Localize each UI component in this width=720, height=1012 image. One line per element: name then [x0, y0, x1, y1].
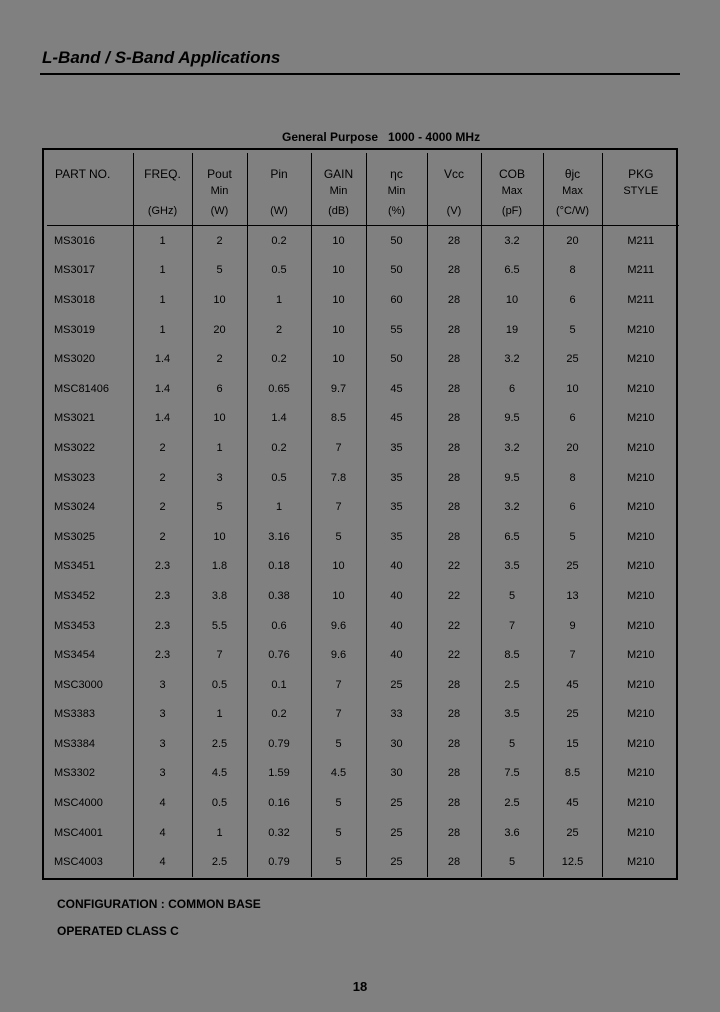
- part-number-cell: MSC4001: [47, 818, 133, 848]
- table-cell: 5.5: [192, 611, 247, 641]
- table-row: [47, 256, 679, 286]
- table-cell: 40: [366, 581, 427, 611]
- table-cell: 2: [133, 522, 192, 552]
- table-cell: M210: [626, 353, 655, 366]
- part-number-cell: MS3454: [47, 640, 133, 670]
- part-number-cell: MS3018: [47, 285, 133, 315]
- operated-note: OPERATED CLASS C: [57, 924, 179, 938]
- table-cell: 1.4: [133, 374, 192, 404]
- part-number-cell: MS3021: [47, 404, 133, 434]
- column-header: [427, 153, 481, 226]
- column-header-l1: ηc: [390, 167, 403, 181]
- table-cell: 28: [427, 818, 481, 848]
- table-header-row: [47, 153, 679, 226]
- spec-table: [47, 153, 679, 877]
- part-number-cell: MS3025: [47, 522, 133, 552]
- table-row: [47, 640, 679, 670]
- table-cell: 40: [366, 552, 427, 582]
- table-cell: 1.8: [192, 552, 247, 582]
- table-cell: 2.3: [133, 611, 192, 641]
- column-header: [602, 153, 679, 226]
- table-cell: 22: [427, 552, 481, 582]
- table-cell: 1.4: [247, 404, 311, 434]
- table-cell: 9.5: [481, 404, 543, 434]
- table-cell: 25: [366, 788, 427, 818]
- column-header: [47, 153, 133, 226]
- table-cell: 35: [366, 492, 427, 522]
- table-cell: 2.3: [133, 640, 192, 670]
- table-cell: 0.2: [247, 433, 311, 463]
- part-number-cell: MS3302: [47, 759, 133, 789]
- table-cell: 28: [427, 374, 481, 404]
- table-cell: M210: [626, 323, 655, 336]
- configuration-note: CONFIGURATION : COMMON BASE: [57, 897, 261, 911]
- table-cell: 7: [192, 640, 247, 670]
- column-header: [247, 153, 311, 226]
- table-cell: 8: [543, 463, 602, 493]
- part-number-cell: MSC3000: [47, 670, 133, 700]
- column-header-l3: (W): [210, 205, 229, 217]
- table-cell: 7.8: [311, 463, 366, 493]
- table-cell: 60: [366, 285, 427, 315]
- table-cell: 1: [133, 315, 192, 345]
- table-cell: 3.2: [481, 492, 543, 522]
- table-cell: 35: [366, 433, 427, 463]
- table-cell: 5: [543, 315, 602, 345]
- table-cell: 6: [543, 285, 602, 315]
- table-cell: M210: [626, 530, 655, 543]
- table-cell: 10: [192, 404, 247, 434]
- table-cell: 8.5: [311, 404, 366, 434]
- table-cell: 19: [481, 315, 543, 345]
- table-cell: 0.38: [247, 581, 311, 611]
- table-cell: 28: [427, 404, 481, 434]
- table-cell: 35: [366, 522, 427, 552]
- table-row: [47, 226, 679, 256]
- table-cell: 5: [481, 729, 543, 759]
- part-number-cell: MS3019: [47, 315, 133, 345]
- table-cell: 25: [366, 847, 427, 877]
- column-header-l2: STYLE: [623, 185, 659, 197]
- table-cell: 1: [133, 285, 192, 315]
- table-cell: 4: [133, 788, 192, 818]
- column-header-l3: (GHz): [147, 205, 178, 217]
- part-number-cell: MS3451: [47, 552, 133, 582]
- table-cell: 45: [366, 404, 427, 434]
- column-header-l1: Vcc: [443, 167, 464, 181]
- table-cell: 3.5: [481, 552, 543, 582]
- table-cell: 22: [427, 640, 481, 670]
- table-cell: 28: [427, 256, 481, 286]
- table-cell: 50: [366, 344, 427, 374]
- table-cell: 10: [311, 552, 366, 582]
- table-cell: 3: [133, 729, 192, 759]
- table-cell: 12.5: [543, 847, 602, 877]
- title-rule: [40, 73, 680, 75]
- table-cell: M211: [627, 234, 655, 247]
- table-cell: 7: [311, 670, 366, 700]
- table-cell: 0.2: [247, 226, 311, 256]
- table-cell: 28: [427, 463, 481, 493]
- table-row: [47, 492, 679, 522]
- table-cell: 9.5: [481, 463, 543, 493]
- column-header-l1: GAIN: [323, 167, 354, 181]
- table-cell: 7.5: [481, 759, 543, 789]
- table-cell: 0.76: [247, 640, 311, 670]
- table-cell: 0.5: [192, 670, 247, 700]
- table-row: [47, 788, 679, 818]
- table-cell: 9.6: [311, 611, 366, 641]
- table-cell: 7: [481, 611, 543, 641]
- table-cell: 6: [192, 374, 247, 404]
- table-cell: 13: [543, 581, 602, 611]
- table-cell: M210: [626, 441, 655, 454]
- table-cell: 25: [543, 700, 602, 730]
- column-header-l3: (pF): [501, 205, 523, 217]
- table-cell: 1: [192, 433, 247, 463]
- table-cell: 4.5: [311, 759, 366, 789]
- table-cell: 3: [133, 759, 192, 789]
- table-cell: 0.6: [247, 611, 311, 641]
- column-header: [192, 153, 247, 226]
- table-cell: 25: [543, 344, 602, 374]
- table-row: [47, 344, 679, 374]
- table-row: [47, 611, 679, 641]
- table-cell: 10: [543, 374, 602, 404]
- table-cell: M210: [626, 678, 655, 691]
- column-header-l1: Pout: [207, 167, 232, 181]
- page-title: L-Band / S-Band Applications: [42, 48, 281, 67]
- table-cell: 10: [311, 285, 366, 315]
- table-cell: 1.4: [133, 404, 192, 434]
- table-row: [47, 729, 679, 759]
- table-cell: 45: [543, 670, 602, 700]
- table-cell: 0.5: [192, 788, 247, 818]
- table-cell: 3.6: [481, 818, 543, 848]
- table-cell: 40: [366, 611, 427, 641]
- table-cell: 28: [427, 522, 481, 552]
- table-cell: 5: [311, 818, 366, 848]
- table-cell: M210: [626, 767, 655, 780]
- part-number-cell: MSC4003: [47, 847, 133, 877]
- table-cell: 5: [481, 847, 543, 877]
- table-cell: 6: [543, 404, 602, 434]
- column-header-l2: Max: [562, 185, 583, 197]
- column-header: [311, 153, 366, 226]
- table-cell: 4.5: [192, 759, 247, 789]
- table-cell: 3.5: [481, 700, 543, 730]
- table-cell: 0.2: [247, 700, 311, 730]
- table-row: [47, 285, 679, 315]
- table-cell: 10: [481, 285, 543, 315]
- table-cell: 2: [133, 433, 192, 463]
- table-row: [47, 581, 679, 611]
- column-header-l1: PKG: [628, 167, 654, 181]
- table-cell: 3: [133, 670, 192, 700]
- table-cell: 5: [311, 729, 366, 759]
- column-header-l2: Max: [501, 185, 523, 197]
- table-cell: 3.8: [192, 581, 247, 611]
- column-header-l2: [134, 186, 192, 206]
- table-cell: 1: [247, 285, 311, 315]
- table-row: [47, 463, 679, 493]
- table-cell: 1: [133, 256, 192, 286]
- table-cell: 0.65: [247, 374, 311, 404]
- table-cell: 20: [543, 433, 602, 463]
- table-cell: 4: [133, 847, 192, 877]
- column-header-l1: PART NO.: [55, 167, 111, 181]
- part-number-cell: MS3017: [47, 256, 133, 286]
- table-cell: 2: [133, 463, 192, 493]
- table-cell: 28: [427, 226, 481, 256]
- table-cell: 20: [192, 315, 247, 345]
- table-cell: 25: [543, 552, 602, 582]
- column-header-l3: [603, 206, 680, 222]
- table-cell: M210: [626, 412, 655, 425]
- table-cell: 2: [247, 315, 311, 345]
- part-number-cell: MS3022: [47, 433, 133, 463]
- table-cell: 50: [366, 226, 427, 256]
- table-cell: 2.5: [481, 788, 543, 818]
- table-caption: General Purpose 1000 - 4000 MHz: [282, 130, 481, 144]
- table-cell: 5: [543, 522, 602, 552]
- table-cell: 2.3: [133, 581, 192, 611]
- table-cell: M210: [626, 826, 655, 839]
- table-cell: 8.5: [481, 640, 543, 670]
- table-body: [47, 226, 679, 878]
- table-cell: 5: [311, 522, 366, 552]
- table-cell: 28: [427, 315, 481, 345]
- table-cell: 10: [311, 315, 366, 345]
- table-row: [47, 315, 679, 345]
- table-cell: 35: [366, 463, 427, 493]
- table-cell: M210: [626, 856, 655, 869]
- table-cell: 10: [311, 226, 366, 256]
- table-cell: 5: [311, 788, 366, 818]
- table-cell: 28: [427, 344, 481, 374]
- table-cell: 0.79: [247, 847, 311, 877]
- table-cell: 2: [192, 344, 247, 374]
- table-cell: 1: [247, 492, 311, 522]
- table-cell: 33: [366, 700, 427, 730]
- table-cell: 6.5: [481, 256, 543, 286]
- table-cell: 7: [311, 433, 366, 463]
- table-cell: 0.2: [247, 344, 311, 374]
- column-header-l2: Min: [210, 185, 229, 197]
- part-number-cell: MS3383: [47, 700, 133, 730]
- table-row: [47, 700, 679, 730]
- column-header-l2: Min: [387, 185, 406, 197]
- table-cell: 28: [427, 285, 481, 315]
- table-cell: 7: [311, 492, 366, 522]
- column-header-l3: (V): [446, 205, 462, 217]
- column-header-l3: (dB): [328, 205, 349, 217]
- table-cell: 8.5: [543, 759, 602, 789]
- table-cell: 5: [481, 581, 543, 611]
- table-cell: 20: [543, 226, 602, 256]
- part-number-cell: MS3453: [47, 611, 133, 641]
- table-row: [47, 818, 679, 848]
- page-number: 18: [352, 979, 368, 994]
- part-number-cell: MS3452: [47, 581, 133, 611]
- table-cell: 10: [311, 344, 366, 374]
- column-header-l3: (W): [270, 205, 288, 217]
- table-cell: 5: [311, 847, 366, 877]
- table-row: [47, 847, 679, 877]
- table-cell: 15: [543, 729, 602, 759]
- table-cell: 5: [192, 492, 247, 522]
- table-row: [47, 670, 679, 700]
- table-cell: 7: [543, 640, 602, 670]
- table-cell: 4: [133, 818, 192, 848]
- table-cell: 10: [311, 256, 366, 286]
- column-header-l2: [428, 186, 481, 206]
- table-row: [47, 404, 679, 434]
- table-row: [47, 759, 679, 789]
- table-row: [47, 433, 679, 463]
- table-cell: M210: [626, 619, 655, 632]
- table-cell: 45: [543, 788, 602, 818]
- part-number-cell: MS3016: [47, 226, 133, 256]
- table-cell: 30: [366, 759, 427, 789]
- table-cell: 6: [543, 492, 602, 522]
- column-header: [366, 153, 427, 226]
- table-cell: 1.59: [247, 759, 311, 789]
- column-header-l1: Pin: [270, 167, 288, 181]
- table-cell: 9: [543, 611, 602, 641]
- column-header-l2: [248, 186, 311, 206]
- table-cell: M210: [626, 501, 655, 514]
- table-cell: 2.5: [192, 847, 247, 877]
- table-cell: M211: [627, 293, 655, 306]
- table-cell: 10: [192, 522, 247, 552]
- table-cell: M210: [626, 649, 655, 662]
- table-cell: M210: [626, 382, 655, 395]
- column-header-l1: FREQ.: [144, 167, 181, 181]
- column-header: [543, 153, 602, 226]
- part-number-cell: MS3020: [47, 344, 133, 374]
- table-cell: 28: [427, 759, 481, 789]
- column-header-l2: Min: [329, 185, 348, 197]
- spec-table-frame: [42, 148, 678, 880]
- table-cell: 7: [311, 700, 366, 730]
- table-cell: 3.2: [481, 433, 543, 463]
- table-cell: 28: [427, 729, 481, 759]
- table-cell: M210: [626, 560, 655, 573]
- table-cell: 3: [133, 700, 192, 730]
- table-row: [47, 374, 679, 404]
- part-number-cell: MSC4000: [47, 788, 133, 818]
- table-cell: M210: [626, 708, 655, 721]
- table-cell: 3: [192, 463, 247, 493]
- table-cell: 0.16: [247, 788, 311, 818]
- table-cell: M210: [626, 471, 655, 484]
- table-cell: 0.18: [247, 552, 311, 582]
- column-header: [133, 153, 192, 226]
- table-cell: 10: [311, 581, 366, 611]
- column-header-l3: [55, 206, 133, 222]
- table-cell: M210: [626, 797, 655, 810]
- table-cell: M210: [626, 589, 655, 602]
- table-cell: 1: [192, 700, 247, 730]
- table-cell: 25: [543, 818, 602, 848]
- table-cell: 2.3: [133, 552, 192, 582]
- table-cell: 22: [427, 611, 481, 641]
- table-cell: M211: [627, 264, 655, 277]
- table-cell: 2.5: [192, 729, 247, 759]
- table-cell: 0.5: [247, 256, 311, 286]
- table-cell: 1: [133, 226, 192, 256]
- part-number-cell: MS3024: [47, 492, 133, 522]
- table-cell: 1.4: [133, 344, 192, 374]
- column-header-l3: (°C/W): [555, 205, 590, 217]
- table-cell: 28: [427, 847, 481, 877]
- table-cell: 8: [543, 256, 602, 286]
- table-cell: 25: [366, 670, 427, 700]
- column-header-l1: θjc: [564, 167, 581, 181]
- table-cell: 28: [427, 492, 481, 522]
- table-cell: 28: [427, 670, 481, 700]
- table-row: [47, 552, 679, 582]
- table-cell: 9.7: [311, 374, 366, 404]
- table-cell: 2: [133, 492, 192, 522]
- part-number-cell: MS3384: [47, 729, 133, 759]
- table-cell: 0.79: [247, 729, 311, 759]
- table-cell: 10: [192, 285, 247, 315]
- table-cell: 45: [366, 374, 427, 404]
- table-cell: 0.1: [247, 670, 311, 700]
- column-header: [481, 153, 543, 226]
- table-cell: 2: [192, 226, 247, 256]
- part-number-cell: MSC81406: [47, 374, 133, 404]
- table-cell: 6: [481, 374, 543, 404]
- column-header-l2: [55, 186, 133, 206]
- table-row: [47, 522, 679, 552]
- table-cell: 40: [366, 640, 427, 670]
- part-number-cell: MS3023: [47, 463, 133, 493]
- column-header-l1: COB: [498, 167, 525, 181]
- table-cell: 3.2: [481, 226, 543, 256]
- table-cell: 25: [366, 818, 427, 848]
- table-cell: 28: [427, 788, 481, 818]
- table-cell: 3.16: [247, 522, 311, 552]
- column-header-l3: (%): [387, 205, 406, 217]
- table-cell: 9.6: [311, 640, 366, 670]
- table-cell: 30: [366, 729, 427, 759]
- table-cell: 2.5: [481, 670, 543, 700]
- table-cell: M210: [626, 737, 655, 750]
- table-cell: 5: [192, 256, 247, 286]
- table-cell: 6.5: [481, 522, 543, 552]
- table-cell: 28: [427, 433, 481, 463]
- table-cell: 50: [366, 256, 427, 286]
- table-cell: 55: [366, 315, 427, 345]
- table-cell: 1: [192, 818, 247, 848]
- table-cell: 3.2: [481, 344, 543, 374]
- table-cell: 0.5: [247, 463, 311, 493]
- table-cell: 28: [427, 700, 481, 730]
- table-cell: 22: [427, 581, 481, 611]
- table-cell: 0.32: [247, 818, 311, 848]
